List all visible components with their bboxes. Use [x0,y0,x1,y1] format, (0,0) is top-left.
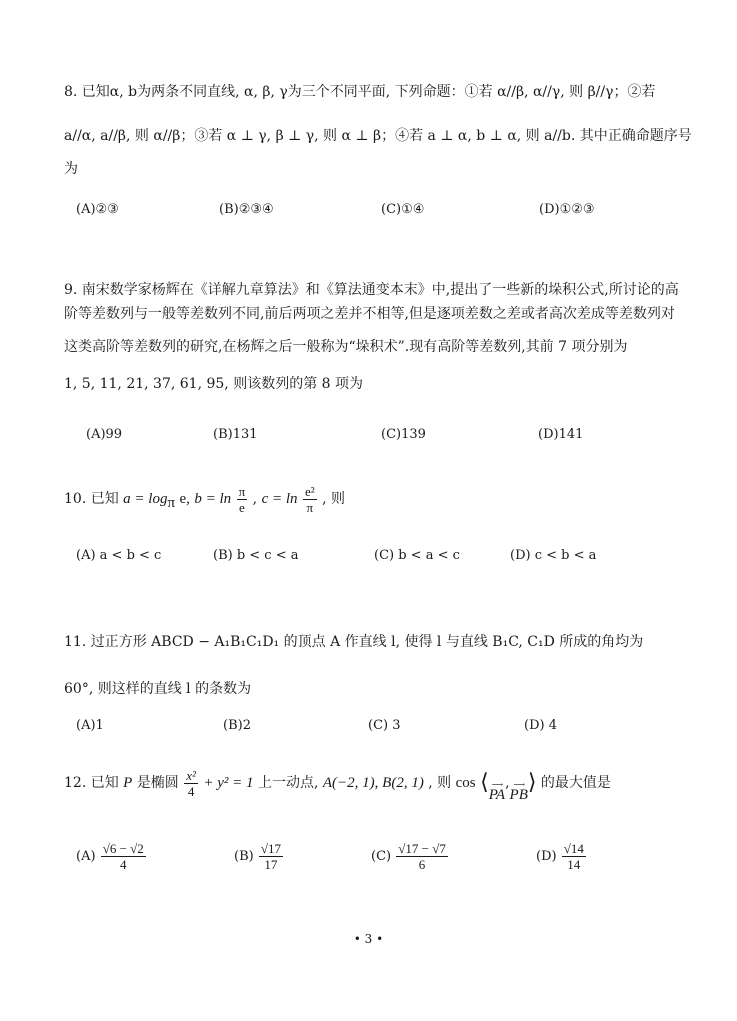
q12-option-c-numerator: √17 − √7 [398,841,446,856]
q12-prefix: 12. 已知 [64,775,119,791]
q11-line1: 11. 过正方形 ABCD − A₁B₁C₁D₁ 的顶点 A 作直线 l, 使得 l 与直线 B₁C, C₁D 所成的角均为 [64,634,644,650]
q12-option-c-label: (C) [371,849,392,864]
q12-mid2: 上一动点, [257,775,319,791]
q10-prefix: 10. 已知 [64,491,119,507]
q10-option-b: (B) b < c < a [213,548,299,563]
q8-option-b: (B)②③④ [219,202,274,217]
q12-ellipse-fraction [184,768,198,799]
page-number: • 3 • [353,932,384,946]
q12-points: A(−2, 1), B(2, 1) [322,775,424,791]
q11-option-c: (C) 3 [368,718,401,733]
q12-option-d-fraction [562,841,586,872]
q12-mid3: , 则 [428,775,452,791]
right-angle-bracket-icon: ⟩ [527,770,537,795]
q12-suffix: 的最大值是 [540,775,611,791]
q12-option-d-numerator: √14 [563,841,584,856]
q12-option-b-denominator: 17 [264,857,278,872]
q10-b-fraction [237,484,248,515]
q11-option-b: (B)2 [223,718,251,733]
q10-option-c: (C) b < a < c [374,548,460,563]
q12-option-b [234,840,284,874]
q12-ellipse-rest: + y² = 1 [203,775,254,791]
q10-suffix: , 则 [322,491,345,507]
q10-stem: 10. 已知 $a = \log_\pi e$, b = ln $\frac{\pi}{e}$ , c = ln $\frac{\text{e²}}{\pi}$ , 则 [64,483,345,515]
q12-option-c-fraction [396,841,448,872]
q12-vector-pb: ⟶ PB [509,780,528,803]
q10-a-expr: a = log [123,491,168,507]
q10-a-base: π [167,494,176,511]
q10-a-end: e, [179,491,190,507]
q12-option-a-denominator: 4 [119,857,127,872]
q8-line2: a//α, a//β, 则 α//β；③若 α ⊥ γ, β ⊥ γ, 则 α ⊥ β；④若 a ⊥ α, b ⊥ α, 则 a//b. 其中正确命题序号 [64,128,692,144]
vector-arrow-icon: ⟶ [513,780,524,789]
q9-line2: 阶等差数列与一般等差数列不同,前后两项之差并不相等,但是逐项差数之差或者高次差成等差数列对 [64,306,675,322]
vector-arrow-icon: ⟶ [491,780,503,789]
q12-cos: cos [455,775,476,791]
q12-option-a-numerator: √6 − √2 [102,841,144,856]
q10-option-a: (A) a < b < c [76,548,162,563]
q8-option-a: (A)②③ [76,202,119,217]
q10-b-expr: b = ln [194,491,232,507]
q11-line2: 60°, 则这样的直线 l 的条数为 [64,681,252,697]
q12-mid: 是椭圆 [136,775,179,791]
q12-stem: 12. 已知 P 是椭圆 $\frac{\text{x²}}{4}$ + y² = 1 上一动点, A(−2, 1), B(2, 1) , 则 cos ⟨ ⟶ PA , ⟶ PB ⟩ 的最大值是 [64,767,611,803]
q9-option-d: (D)141 [538,427,584,442]
q12-option-d [536,840,587,874]
q11-option-d: (D) 4 [524,718,557,733]
q9-option-a: (A)99 [86,427,123,442]
q12-option-d-denominator: 14 [567,857,581,872]
q12-option-a-label: (A) [76,849,96,864]
q12-x-denominator: 4 [187,783,195,799]
q12-option-a-fraction [101,841,146,872]
q10-c-denominator: π [306,499,314,515]
q9-line1: 9. 南宋数学家杨辉在《详解九章算法》和《算法通变本末》中,提出了一些新的垛积公式,所讨论的高 [64,282,679,298]
q9-option-b: (B)131 [213,427,258,442]
q9-option-c: (C)139 [381,427,426,442]
q12-option-c [371,840,449,874]
q9-line4: 1, 5, 11, 21, 37, 61, 95, 则该数列的第 8 项为 [64,376,363,392]
q8-option-d: (D)①②③ [539,202,595,217]
q10-c-numerator: e² [304,483,315,499]
q12-point-p: P [123,775,133,791]
q10-c-fraction [303,484,317,515]
q12-vector-pa: ⟶ PA [488,780,506,803]
q10-option-d: (D) c < b < a [510,548,597,563]
q8-line1: 8. 已知α, b为两条不同直线, α, β, γ为三个不同平面, 下列命题：①若 α//β, α//γ, 则 β//γ；②若 [64,84,656,100]
q8-line3: 为 [64,161,78,177]
q11-option-a: (A)1 [76,718,104,733]
q12-option-b-numerator: √17 [260,841,281,856]
q12-option-b-fraction [259,841,283,872]
q12-option-d-label: (D) [536,849,557,864]
q8-option-c: (C)①④ [381,202,425,217]
q10-b-numerator: π [238,483,246,499]
q10-c-expr: c = ln [261,491,298,507]
q12-option-c-denominator: 6 [418,857,426,872]
q12-x-squared: x² [186,767,196,783]
q12-option-a [76,840,147,874]
left-angle-bracket-icon: ⟨ [480,770,489,795]
q12-option-b-label: (B) [234,849,254,864]
q10-b-denominator: e [239,499,245,515]
q9-line3: 这类高阶等差数列的研究,在杨辉之后一般称为“垛积术”.现有高阶等差数列,其前 7 项分别为 [64,339,628,355]
